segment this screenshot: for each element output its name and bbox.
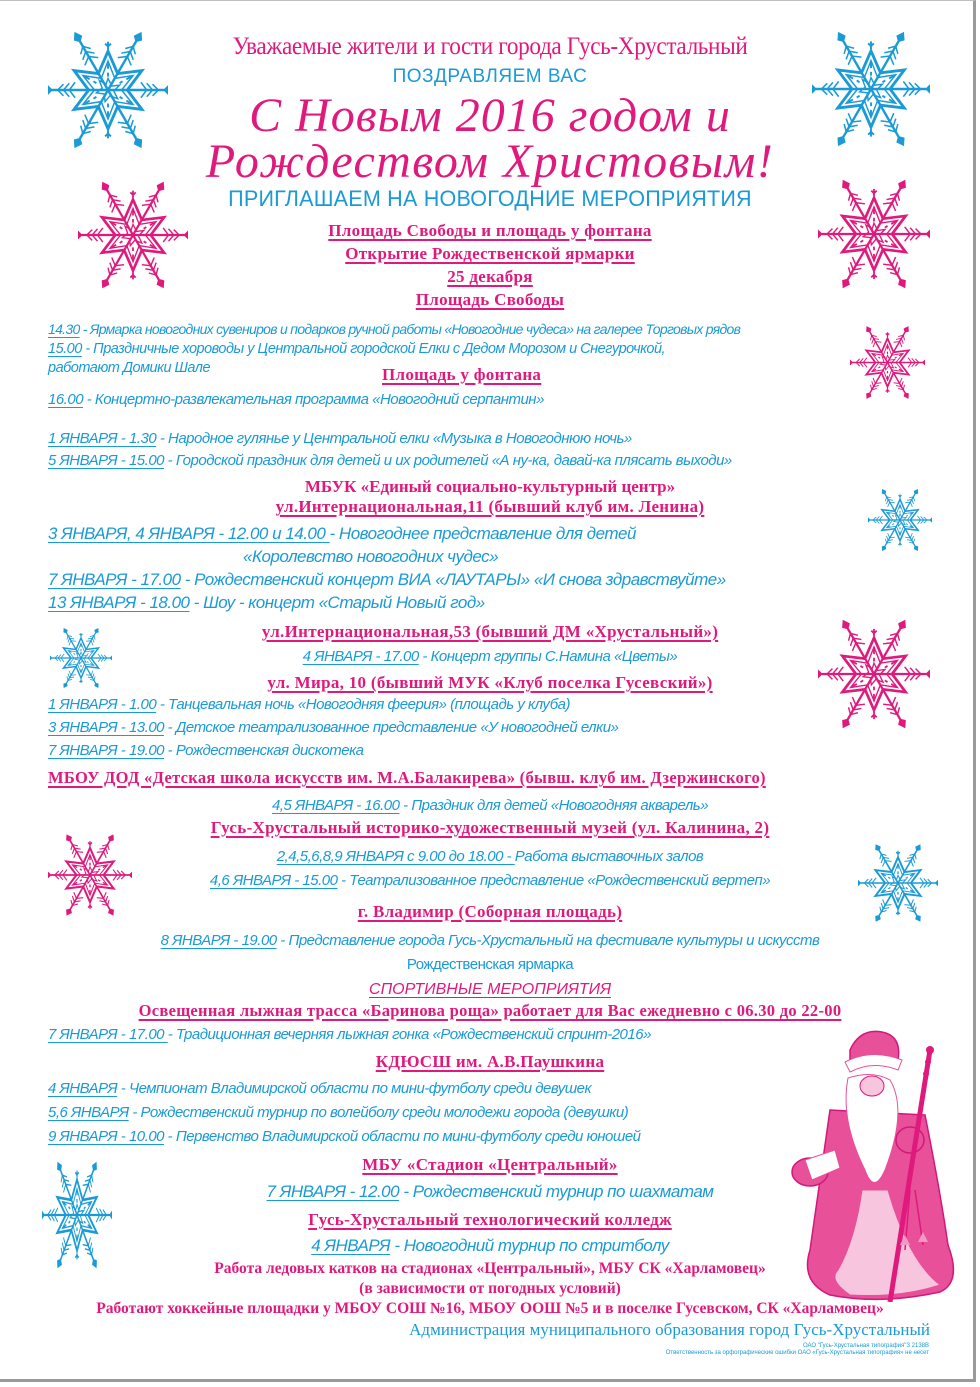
title-line-2: Рождеством Христовым! [205,135,775,188]
event-line: 16.00 - Концертно-развлекательная программа «Новогодний серпантин» [48,391,544,408]
rinks-line: Работа ледовых катков на стадионах «Центральный», МБУ СК «Харламовец» [214,1260,766,1277]
section-header: МБУ «Стадион «Центральный» [362,1155,618,1174]
weather-note: (в зависимости от погодных условий) [359,1280,621,1297]
event-line: 3 ЯНВАРЯ - 13.00 - Детское театрализованное представление «У новогодней елки» [48,719,619,736]
sports-title: СПОРТИВНЫЕ МЕРОПРИЯТИЯ [369,981,611,998]
event-line: 7 ЯНВАРЯ - 12.00 - Рождественский турнир по шахматам [266,1182,714,1201]
section-header: ул. Мира, 10 (бывший МУК «Клуб поселка Гусевский») [267,673,713,692]
event-line: 1 ЯНВАРЯ - 1.30 - Народное гулянье у Центральной елки «Музыка в Новогоднюю ночь» [48,430,632,447]
event-line: 14.30 - Ярмарка новогодних сувениров и подарков ручной работы «Новогодние чудеса» на галерее Торговых рядов [48,321,741,337]
section-header: Площадь у фонтана [382,365,542,384]
event-line: 13 ЯНВАРЯ - 18.00 - Шоу - концерт «Старый Новый год» [48,593,485,612]
signature: Администрация муниципального образования город Гусь-Хрустальный [409,1320,930,1339]
section-header: Гусь-Хрустальный историко-художественный музей (ул. Калинина, 2) [210,818,770,837]
event-line: 15.00 - Праздничные хороводы у Центральной городской Елки с Дедом Морозом и Снегурочкой, [48,341,666,357]
event-line: работают Домики Шале [48,360,211,376]
section-header: г. Владимир (Соборная площадь) [357,902,623,921]
event-line: 4 ЯНВАРЯ - Чемпионат Владимирской области по мини-футболу среди девушек [48,1080,592,1097]
section-header: ул.Интернациональная,11 (бывший клуб им. Ленина) [275,497,705,516]
section-title: МБУК «Единый социально-культурный центр» [304,477,676,496]
event-line: 4,6 ЯНВАРЯ - 15.00 - Театрализованное представление «Рождественский вертеп» [209,872,771,889]
event-line: 3 ЯНВАРЯ, 4 ЯНВАРЯ - 12.00 и 14.00 - Новогоднее представление для детей [48,524,636,543]
snowflake-icon [850,325,925,400]
congrats-line: ПОЗДРАВЛЯЕМ ВАС [392,66,588,87]
hockey-line: Работают хоккейные площадки у МБОУ СОШ №16, МБОУ ООШ №5 и в поселке Гусевском, СК «Харламовец» [96,1300,884,1317]
greeting-line: Уважаемые жители и гости города Гусь-Хрустальный [232,33,748,60]
title-line-1: С Новым 2016 годом и [249,89,731,142]
event-line: 5,6 ЯНВАРЯ - Рождественский турнир по волейболу среди молодежи города (девушки) [48,1104,629,1121]
event-line: 8 ЯНВАРЯ - 19.00 - Представление города Гусь-Хрустальный на фестивале культуры и искусств [160,932,820,949]
section-header: Площадь Свободы [415,290,565,309]
section-header: Открытие Рождественской ярмарки [345,244,635,263]
invite-line: ПРИГЛАШАЕМ НА НОВОГОДНИЕ МЕРОПРИЯТИЯ [228,186,752,211]
event-line: 2,4,5,6,8,9 ЯНВАРЯ с 9.00 до 18.00 - Работа выставочных залов [276,848,704,865]
section-header: ул.Интернациональная,53 (бывший ДМ «Хрустальный») [261,622,719,641]
section-header: Площадь Свободы и площадь у фонтана [328,221,652,240]
printer-info: ОАО "Гусь-Хрустальная типография"З 2138В [802,1343,929,1349]
event-line: 4 ЯНВАРЯ - Новогодний турнир по стритболу [311,1236,669,1255]
event-line: 9 ЯНВАРЯ - 10.00 - Первенство Владимирской области по мини-футболу среди юношей [48,1128,641,1145]
event-line: 7 ЯНВАРЯ - 19.00 - Рождественская дискотека [48,742,364,759]
event-line: «Королевство новогодних чудес» [243,547,499,566]
event-line: 1 ЯНВАРЯ - 1.00 - Танцевальная ночь «Новогодняя феерия» (площадь у клуба) [48,696,570,713]
disclaimer: Ответственность за орфографические ошибки ОАО «Гусь-Хрустальная типография» не несет [665,1350,929,1356]
event-line: 7 ЯНВАРЯ - 17.00 - Рождественский концерт ВИА «ЛАУТАРЫ» «И снова здравствуйте» [48,570,726,589]
section-header: КДЮСШ им. А.В.Паушкина [375,1052,605,1071]
section-header: 25 декабря [447,267,533,286]
event-line: 4 ЯНВАРЯ - 17.00 - Концерт группы С.Намина «Цветы» [302,648,678,665]
section-header: МБОУ ДОД «Детская школа искусств им. М.А.Балакирева» (бывш. клуб им. Дзержинского) [48,768,766,787]
event-line: 7 ЯНВАРЯ - 17.00 - Традиционная вечерняя лыжная гонка «Рождественский спринт-2016» [48,1026,651,1043]
section-header: Гусь-Хрустальный технологический колледж [308,1210,672,1229]
ski-track-line: Освещенная лыжная трасса «Баринова роща» работает для Вас ежедневно с 06.30 до 22-00 [138,1001,842,1020]
event-line: 5 ЯНВАРЯ - 15.00 - Городской праздник для детей и их родителей «А ну-ка, давай-ка плясать выходи» [48,452,732,469]
event-line: 4,5 ЯНВАРЯ - 16.00 - Праздник для детей «Новогодняя акварель» [271,797,709,814]
event-line: Рождественская ярмарка [406,956,574,973]
